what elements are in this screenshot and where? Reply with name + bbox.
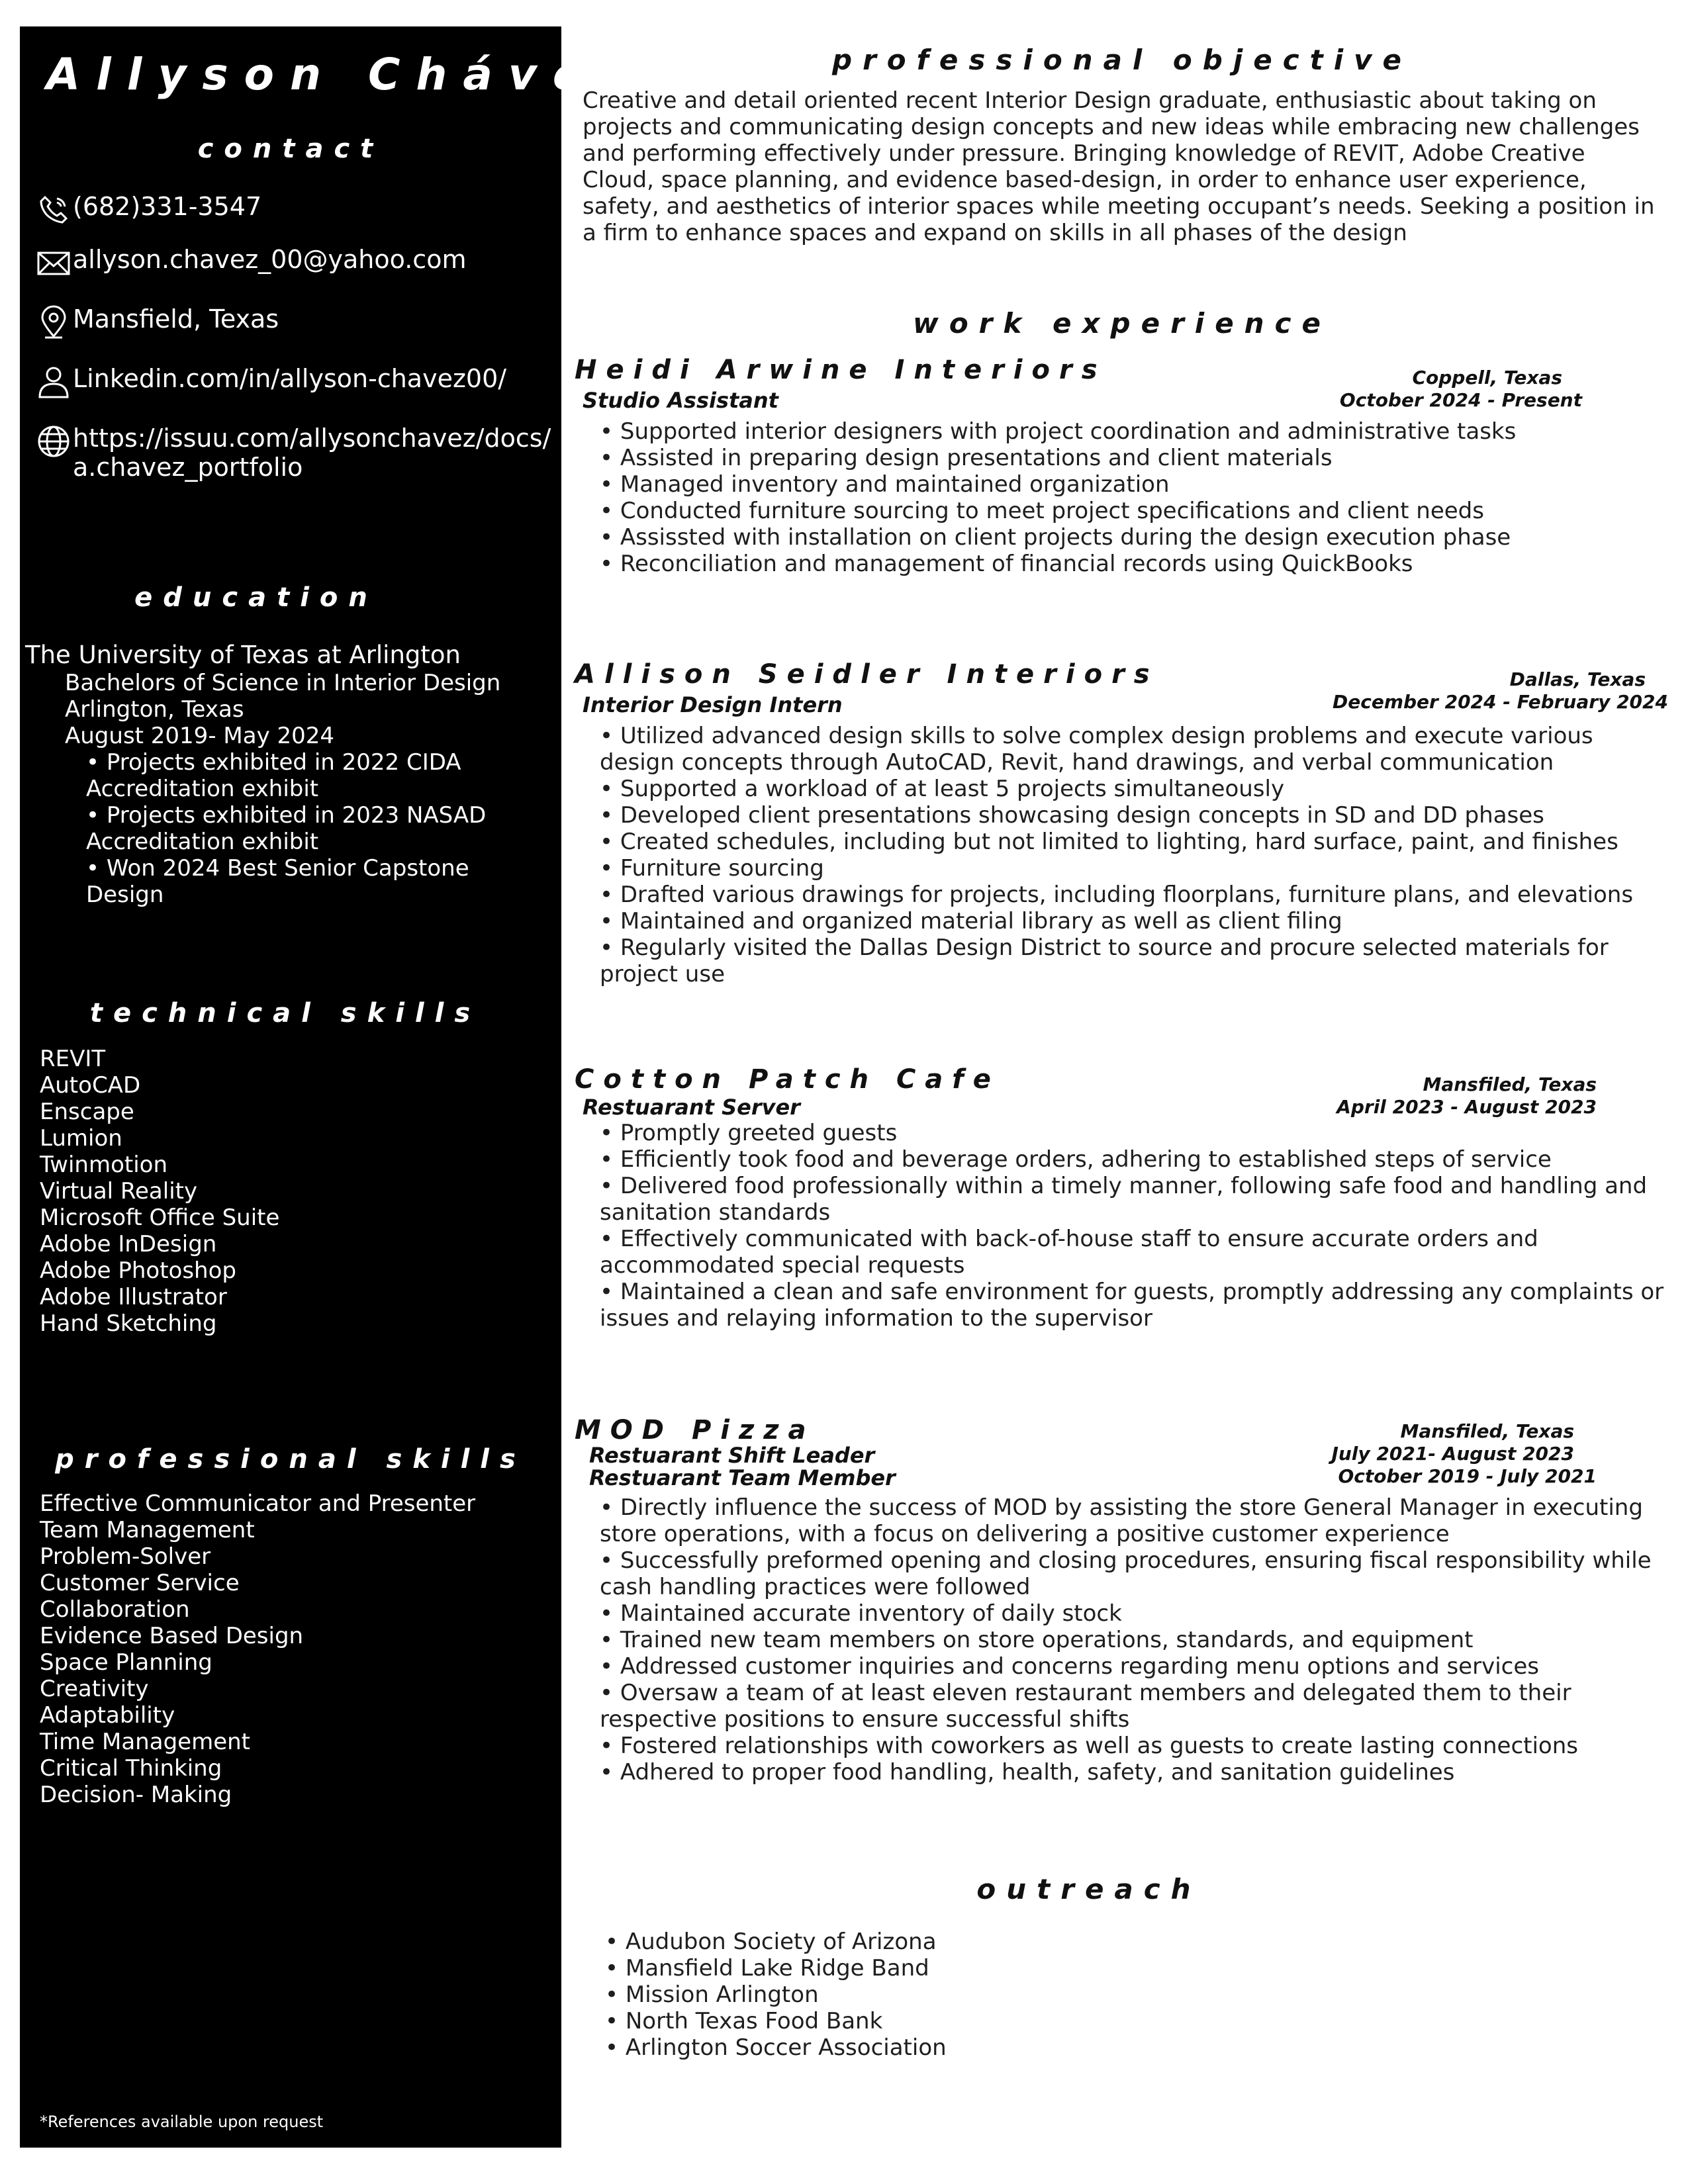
skill-item: Customer Service	[40, 1570, 240, 1596]
education-bullet: • Won 2024 Best Senior Capstone Design	[86, 855, 469, 908]
job-bullets	[600, 723, 1665, 987]
job-bullet: • Supported a workload of at least 5 projects simultaneously	[600, 776, 1285, 802]
job-bullet: • Utilized advanced design skills to solve complex design problems and execute various design concepts through AutoCAD, Revit, hand drawings, and verbal communication	[600, 723, 1593, 776]
job-role: Studio Assistant	[583, 388, 778, 413]
education-bullet: • Projects exhibited in 2022 CIDA Accreditation exhibit	[86, 749, 461, 802]
skill-item: Effective Communicator and Presenter	[40, 1490, 476, 1517]
skill-item: Enscape	[40, 1099, 134, 1125]
job-bullet: • Reconciliation and management of financial records using QuickBooks	[600, 551, 1413, 577]
job-role-secondary: Restuarant Team Member	[589, 1465, 896, 1490]
contact-linkedin[interactable]	[36, 364, 559, 393]
portfolio-url-line1: https://issuu.com/allysonchavez/docs/	[73, 424, 551, 453]
skill-item: Time Management	[40, 1729, 250, 1755]
outreach-item: • Mansfield Lake Ridge Band	[605, 1955, 929, 1981]
job-bullet: • Fostered relationships with coworkers as well as guests to create lasting connections	[600, 1733, 1578, 1759]
job-bullet: • Directly influence the success of MOD by assisting the store General Manager in executing store operations, with a focus on delivering a positive customer experience	[600, 1494, 1643, 1547]
objective-text: Creative and detail oriented recent Interior Design graduate, enthusiastic about taking on projects and communicating design concepts and new ideas while embracing new challenges and performing effectively under pressure. Bringing knowledge of REVIT, Adobe Creative Cloud, space planning, and evidence based-design, in order to enhance user experience, safety, and aesthetics of interior spaces while meeting occupant’s needs. Seeking a position in a firm to enhance spaces and expand on skills in all phases of the design	[583, 87, 1655, 246]
skill-item: Problem-Solver	[40, 1543, 211, 1570]
skill-item: Twinmotion	[40, 1152, 167, 1178]
job-bullet: • Drafted various drawings for projects, including floorplans, furniture plans, and elevations	[600, 882, 1634, 908]
skill-item: Collaboration	[40, 1596, 190, 1623]
job-company: MOD Pizza	[575, 1415, 816, 1445]
skill-item: Team Management	[40, 1517, 255, 1543]
skill-item: Adobe Illustrator	[40, 1284, 227, 1310]
job-bullet: • Supported interior designers with project coordination and administrative tasks	[600, 418, 1517, 445]
skill-item: Critical Thinking	[40, 1755, 222, 1782]
job-location: Mansfiled, Texas	[1400, 1420, 1574, 1442]
outreach-item: • Audubon Society of Arizona	[605, 1929, 937, 1955]
job-bullet: • Conducted furniture sourcing to meet project specifications and client needs	[600, 498, 1484, 524]
education-bullet: • Projects exhibited in 2023 NASAD Accreditation exhibit	[86, 802, 487, 855]
contact-portfolio[interactable]	[36, 424, 559, 482]
job-bullets	[600, 1494, 1665, 1786]
job-dates-secondary: October 2019 - July 2021	[1338, 1465, 1597, 1487]
education-block	[25, 641, 555, 908]
job-role: Restuarant Server	[583, 1095, 800, 1120]
email-address: allyson.chavez_00@yahoo.com	[73, 245, 467, 274]
skill-item: Adaptability	[40, 1702, 175, 1729]
job-bullet: • Successfully preformed opening and closing procedures, ensuring fiscal responsibility while cash handling practices were followed	[600, 1547, 1652, 1600]
skill-item: Hand Sketching	[40, 1310, 217, 1337]
skill-item: Virtual Reality	[40, 1178, 198, 1205]
job-bullet: • Oversaw a team of at least eleven restaurant members and delegated them to their respective positions to ensure successful shifts	[600, 1680, 1571, 1733]
phone-number: (682)331-3547	[73, 192, 262, 221]
objective-heading: professional objective	[832, 44, 1412, 76]
job-role: Restuarant Shift Leader	[589, 1443, 875, 1468]
contact-heading: contact	[197, 134, 384, 164]
sidebar	[20, 26, 640, 2148]
job-location: Mansfiled, Texas	[1423, 1073, 1597, 1095]
job-bullet: • Maintained and organized material library as well as client filing	[600, 908, 1342, 934]
education-dates: August 2019- May 2024	[65, 723, 335, 749]
job-location: Dallas, Texas	[1509, 668, 1646, 690]
job-bullet: • Trained new team members on store operations, standards, and equipment	[600, 1627, 1474, 1653]
skill-item: Space Planning	[40, 1649, 212, 1676]
job-bullet: • Addressed customer inquiries and concerns regarding menu options and services	[600, 1653, 1539, 1680]
job-company: Allison Seidler Interiors	[575, 659, 1159, 690]
linkedin-url: Linkedin.com/in/allyson-chavez00/	[73, 364, 507, 393]
job-dates: December 2024 - February 2024	[1333, 691, 1668, 713]
job-bullet: • Assissted with installation on client projects during the design execution phase	[600, 524, 1511, 551]
job-bullet: • Delivered food professionally within a timely manner, following safe food and handling and sanitation standards	[600, 1173, 1648, 1226]
education-heading: education	[134, 582, 378, 613]
skill-item: Adobe Photoshop	[40, 1257, 236, 1284]
job-bullet: • Furniture sourcing	[600, 855, 824, 882]
outreach-heading: outreach	[976, 1873, 1201, 1905]
skill-item: Creativity	[40, 1676, 149, 1702]
job-location: Coppell, Texas	[1412, 367, 1562, 388]
skill-item: Lumion	[40, 1125, 122, 1152]
job-bullet: • Efficiently took food and beverage orders, adhering to established steps of service	[600, 1146, 1552, 1173]
job-company: Cotton Patch Cafe	[575, 1064, 1000, 1095]
outreach-list	[605, 1929, 1399, 2061]
work-experience-heading: work experience	[913, 307, 1331, 340]
job-bullet: • Created schedules, including but not limited to lighting, hard surface, paint, and finishes	[600, 829, 1618, 855]
job-bullet: • Assisted in preparing design presentations and client materials	[600, 445, 1333, 471]
skill-item: Adobe InDesign	[40, 1231, 217, 1257]
location-pin-icon	[36, 304, 71, 340]
education-school: The University of Texas at Arlington	[25, 641, 461, 669]
job-bullet: • Maintained accurate inventory of daily stock	[600, 1600, 1122, 1627]
globe-icon	[36, 424, 71, 459]
technical-skills-heading: technical skills	[89, 998, 481, 1028]
portfolio-url-line2: a.chavez_portfolio	[73, 453, 303, 482]
job-bullets	[600, 418, 1665, 577]
job-bullet: • Promptly greeted guests	[600, 1120, 898, 1146]
skill-item: Decision- Making	[40, 1782, 232, 1808]
skill-item: Microsoft Office Suite	[40, 1205, 280, 1231]
references-note: *References available upon request	[40, 2113, 324, 2131]
skill-item: Evidence Based Design	[40, 1623, 304, 1649]
outreach-item: • North Texas Food Bank	[605, 2008, 883, 2034]
professional-skills-list	[40, 1490, 556, 1808]
job-bullet: • Developed client presentations showcasing design concepts in SD and DD phases	[600, 802, 1544, 829]
location-text: Mansfield, Texas	[73, 304, 279, 334]
education-bullets	[25, 749, 555, 908]
person-icon	[36, 364, 71, 400]
job-dates: October 2024 - Present	[1339, 389, 1582, 411]
job-bullets	[600, 1120, 1665, 1332]
contact-phone[interactable]	[36, 192, 559, 221]
technical-skills-list	[40, 1046, 543, 1337]
education-location: Arlington, Texas	[65, 696, 244, 723]
job-bullet: • Effectively communicated with back-of-house staff to ensure accurate orders and accommodated special requests	[600, 1226, 1538, 1279]
outreach-item: • Arlington Soccer Association	[605, 2034, 947, 2061]
contact-location	[36, 304, 559, 334]
job-dates: July 2021- August 2023	[1331, 1443, 1574, 1465]
skill-item: REVIT	[40, 1046, 106, 1072]
contact-email[interactable]	[36, 245, 559, 274]
mail-icon	[36, 245, 71, 281]
professional-skills-heading: professional skills	[55, 1444, 526, 1475]
outreach-item: • Mission Arlington	[605, 1981, 819, 2008]
job-bullet: • Managed inventory and maintained organization	[600, 471, 1170, 498]
job-dates: April 2023 - August 2023	[1336, 1096, 1597, 1118]
job-bullet: • Regularly visited the Dallas Design District to source and procure selected materials for project use	[600, 934, 1609, 987]
education-degree: Bachelors of Science in Interior Design	[65, 670, 501, 696]
skill-item: AutoCAD	[40, 1072, 141, 1099]
job-role: Interior Design Intern	[583, 692, 843, 717]
job-company: Heidi Arwine Interiors	[575, 355, 1107, 385]
job-bullet: • Adhered to proper food handling, health, safety, and sanitation guidelines	[600, 1759, 1455, 1786]
job-bullet: • Maintained a clean and safe environment for guests, promptly addressing any complaints or issues and relaying information to the supervisor	[600, 1279, 1664, 1332]
phone-icon	[36, 192, 71, 228]
candidate-name: Allyson Chávez	[46, 49, 640, 100]
